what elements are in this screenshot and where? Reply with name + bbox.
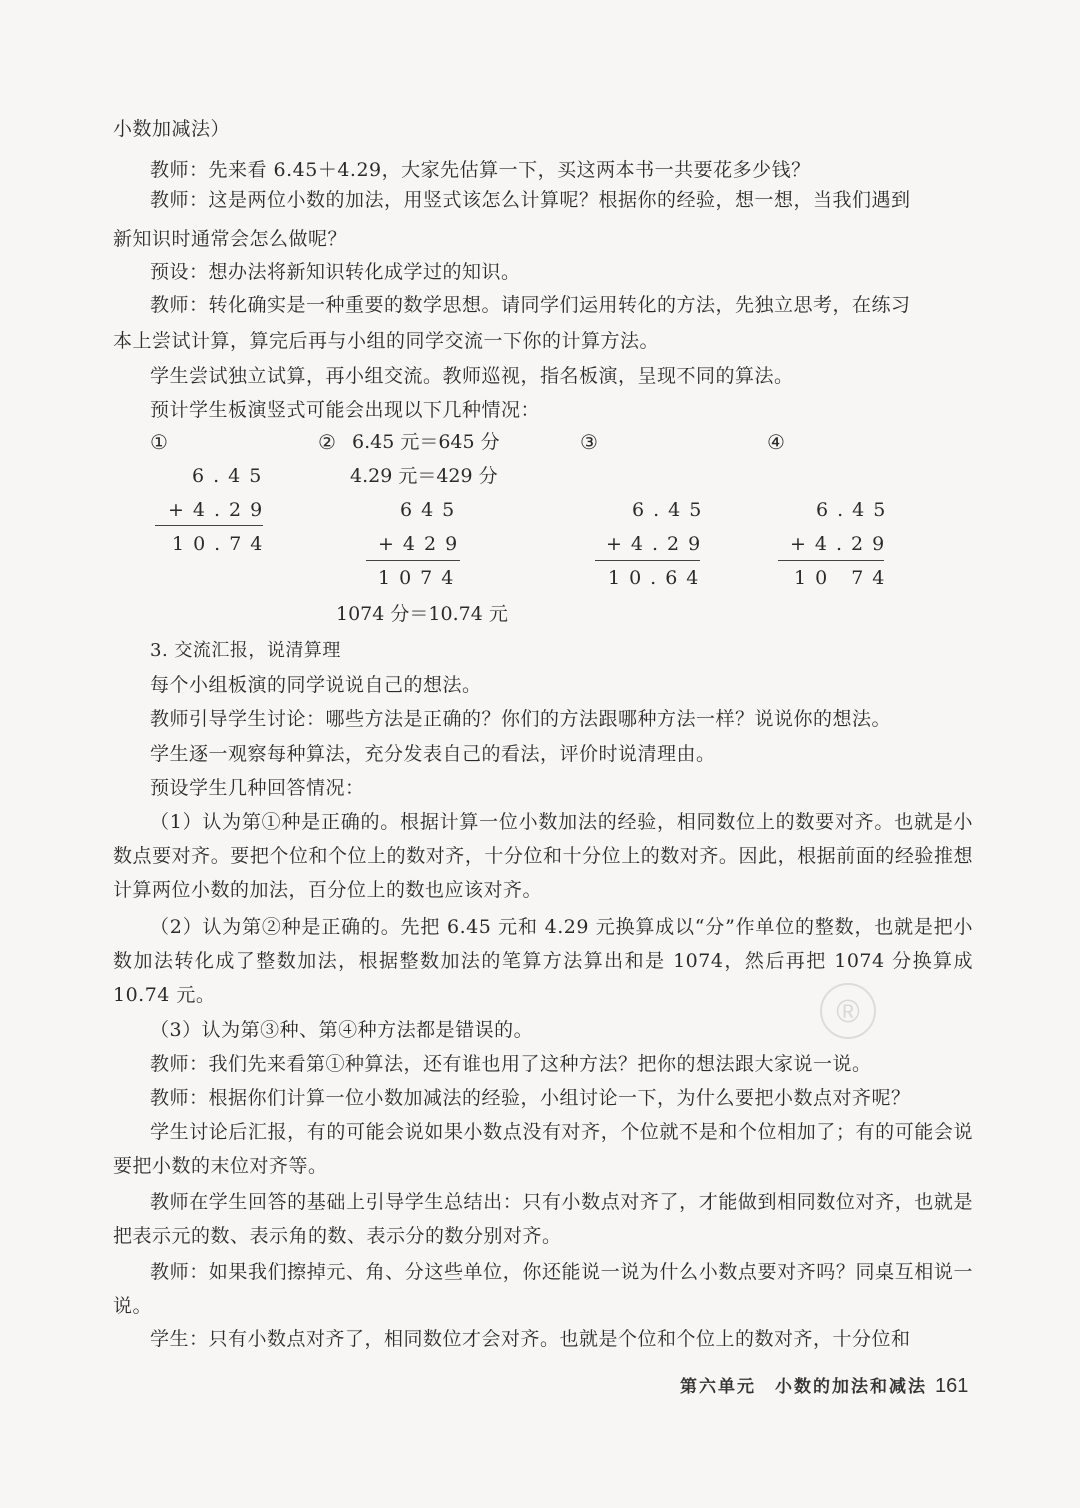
text-line: 教师：转化确实是一种重要的数学思想。请同学们运用转化的方法，先独立思考，在练习 [150, 294, 911, 316]
text-line: （3）认为第③种、第④种方法都是错误的。 [150, 1019, 534, 1041]
method-4-rule [778, 560, 884, 561]
text-line: 教师：根据你们计算一位小数加减法的经验，小组讨论一下，为什么要把小数点对齐呢？ [150, 1087, 911, 1109]
page-footer [680, 1372, 980, 1398]
method-3-sum: 10.64 [608, 567, 708, 589]
registered-watermark: ® [820, 983, 876, 1039]
method-1-addend-b: +4.29 [168, 499, 272, 521]
text-line: 新知识时通常会怎么做呢？ [113, 228, 348, 250]
method-2-addend-b: +429 [378, 533, 467, 555]
footer-unit-title: 第六单元 小数的加法和减法 [680, 1377, 927, 1397]
method-2-sum: 1074 [378, 567, 463, 589]
text-line: 学生尝试独立试算，再小组交流。教师巡视，指名板演，呈现不同的算法。 [150, 365, 794, 387]
method-1-addend-a: 6.45 [192, 465, 271, 487]
text-line: 教师：这是两位小数的加法，用竖式该怎么计算呢？根据你的经验，想一想，当我们遇到 [150, 189, 911, 211]
method-1-rule [155, 525, 263, 526]
method-3-rule [595, 560, 700, 561]
method-2-result: 1074 分＝10.74 元 [336, 603, 508, 625]
text-line: 每个小组板演的同学说说自己的想法。 [150, 674, 482, 696]
text-line: 预设：想办法将新知识转化成学过的知识。 [150, 261, 521, 283]
text-line: 学生逐一观察每种算法，充分发表自己的看法，评价时说清理由。 [150, 743, 716, 765]
paragraph: 教师：如果我们擦掉元、角、分这些单位，你还能说一说为什么小数点要对齐吗？同桌互相说一说。 [113, 1261, 973, 1317]
paragraph: 教师在学生回答的基础上引导学生总结出：只有小数点对齐了，才能做到相同数位对齐，也就是把表示元的数、表示角的数、表示分的数分别对齐。 [113, 1191, 973, 1247]
method-3-addend-a: 6.45 [632, 499, 711, 521]
method-1-sum: 10.74 [172, 533, 272, 555]
method-2-rule [366, 560, 460, 561]
method-4-sum: 10 74 [794, 567, 894, 589]
text-line: 教师：先来看 6.45＋4.29，大家先估算一下，买这两本书一共要花多少钱？ [150, 159, 811, 181]
method-4-addend-a: 6.45 [816, 499, 895, 521]
method-2-conversion-2: 4.29 元＝429 分 [350, 465, 498, 487]
paragraph: （2）认为第②种是正确的。先把 6.45 元和 4.29 元换算成以“分”作单位的整数，也就是把小数加法转化成了整数加法，根据整数加法的笔算方法算出和是 1074，然后再把 1074 分换算成 10.74 元。 [113, 916, 973, 1006]
paragraph: （1）认为第①种是正确的。根据计算一位小数加法的经验，相同数位上的数要对齐。也就是小数点要对齐。要把个位和个位上的数对齐，十分位和十分位上的数对齐。因此，根据前面的经验推想计算两位小数的加法，百分位上的数也应该对齐。 [113, 811, 973, 901]
section-heading: 3. 交流汇报，说清算理 [150, 640, 341, 661]
method-3-label: ③ [580, 430, 598, 454]
page-number: 161 [935, 1375, 969, 1397]
text-line: 预计学生板演竖式可能会出现以下几种情况： [150, 399, 541, 421]
method-4-label: ④ [767, 430, 785, 454]
method-4-addend-b: +4.29 [790, 533, 894, 555]
method-2-conversion-1: 6.45 元＝645 分 [352, 431, 500, 453]
text-line: 小数加减法） [113, 118, 231, 140]
method-2-addend-a: 645 [400, 499, 464, 521]
text-line: 教师：我们先来看第①种算法，还有谁也用了这种方法？把你的想法跟大家说一说。 [150, 1053, 872, 1075]
method-1-label: ① [150, 430, 168, 454]
text-line: 本上尝试计算，算完后再与小组的同学交流一下你的计算方法。 [113, 330, 660, 352]
text-line: 教师引导学生讨论：哪些方法是正确的？你们的方法跟哪种方法一样？说说你的想法。 [150, 708, 892, 730]
text-line: 学生：只有小数点对齐了，相同数位才会对齐。也就是个位和个位上的数对齐，十分位和 [150, 1328, 911, 1350]
paragraph: 学生讨论后汇报，有的可能会说如果小数点没有对齐，个位就不是和个位相加了；有的可能会说要把小数的末位对齐等。 [113, 1121, 973, 1177]
method-3-addend-b: +4.29 [606, 533, 710, 555]
method-2-label: ② [318, 430, 336, 454]
text-line: 预设学生几种回答情况： [150, 777, 365, 799]
